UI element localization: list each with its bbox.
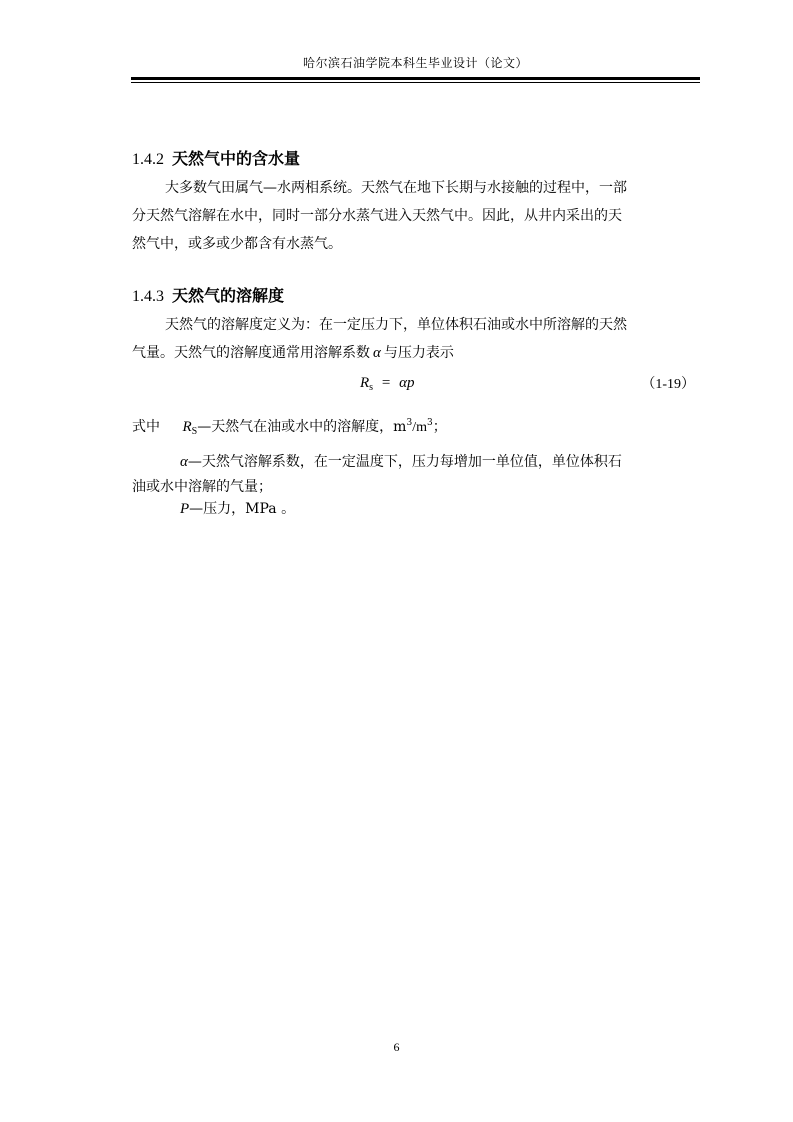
section-title: 天然气中的含水量	[172, 149, 301, 168]
section-heading-1-4-2	[132, 146, 300, 169]
paragraph-line	[132, 448, 698, 476]
paragraph-line: 分天然气溶解在水中，同时一部分水蒸气进入天然气中。因此，从井内采出的天	[132, 208, 622, 224]
paragraph-text: 与压力表示	[383, 345, 454, 361]
paragraph-text: 气量。天然气的溶解度通常用溶解系数	[132, 345, 370, 361]
equation-lhs-subscript: s	[369, 382, 374, 393]
p-description: —压力，MPa 。	[189, 501, 296, 517]
paragraph-line: 天然气的溶解度定义为：在一定压力下，单位体积石油或水中所溶解的天然	[165, 317, 627, 333]
alpha-symbol: α	[180, 454, 188, 470]
page-header: 哈尔滨石油学院本科生毕业设计（论文）	[302, 56, 528, 70]
paragraph-line	[132, 339, 698, 367]
paragraph-line: 大多数气田属气—水两相系统。天然气在地下长期与水接触的过程中，一部	[165, 180, 627, 196]
section-heading-1-4-3	[132, 283, 284, 306]
paragraph-water-content	[132, 174, 698, 258]
where-alpha	[132, 448, 698, 498]
page-number: 6	[393, 1040, 400, 1054]
header-rule-thick	[131, 77, 700, 80]
section-title: 天然气的溶解度	[172, 286, 285, 305]
equation-1-19	[360, 373, 414, 393]
unit-end: ；	[432, 419, 447, 435]
equation-number: （1-19）	[641, 377, 695, 392]
unit-superscript: 3	[426, 418, 433, 428]
header-rule-thin	[131, 82, 700, 83]
alpha-symbol: α	[373, 345, 381, 361]
paragraph-line: 油或水中溶解的气量；	[132, 479, 272, 495]
alpha-description: —天然气溶解系数，在一定温度下，压力每增加一单位值，单位体积石	[187, 454, 622, 470]
p-symbol: P	[180, 501, 190, 517]
section-number: 1.4.2	[132, 151, 164, 168]
where-rs	[132, 416, 447, 437]
unit-superscript: 3	[406, 418, 413, 428]
equation-lhs: R	[360, 375, 370, 391]
section-number: 1.4.3	[132, 288, 164, 305]
where-lead: 式中	[132, 419, 160, 435]
equation-rhs: αp	[399, 375, 415, 391]
paragraph-solubility	[132, 311, 698, 367]
where-p	[180, 498, 295, 518]
rs-symbol: R	[182, 419, 192, 435]
unit-middle: /m	[412, 420, 427, 435]
rs-description: —天然气在油或水中的溶解度，m	[197, 419, 407, 435]
rs-subscript: S	[191, 426, 198, 437]
equation-operator: =	[381, 375, 391, 391]
paragraph-line: 然气中，或多或少都含有水蒸气。	[132, 236, 342, 252]
